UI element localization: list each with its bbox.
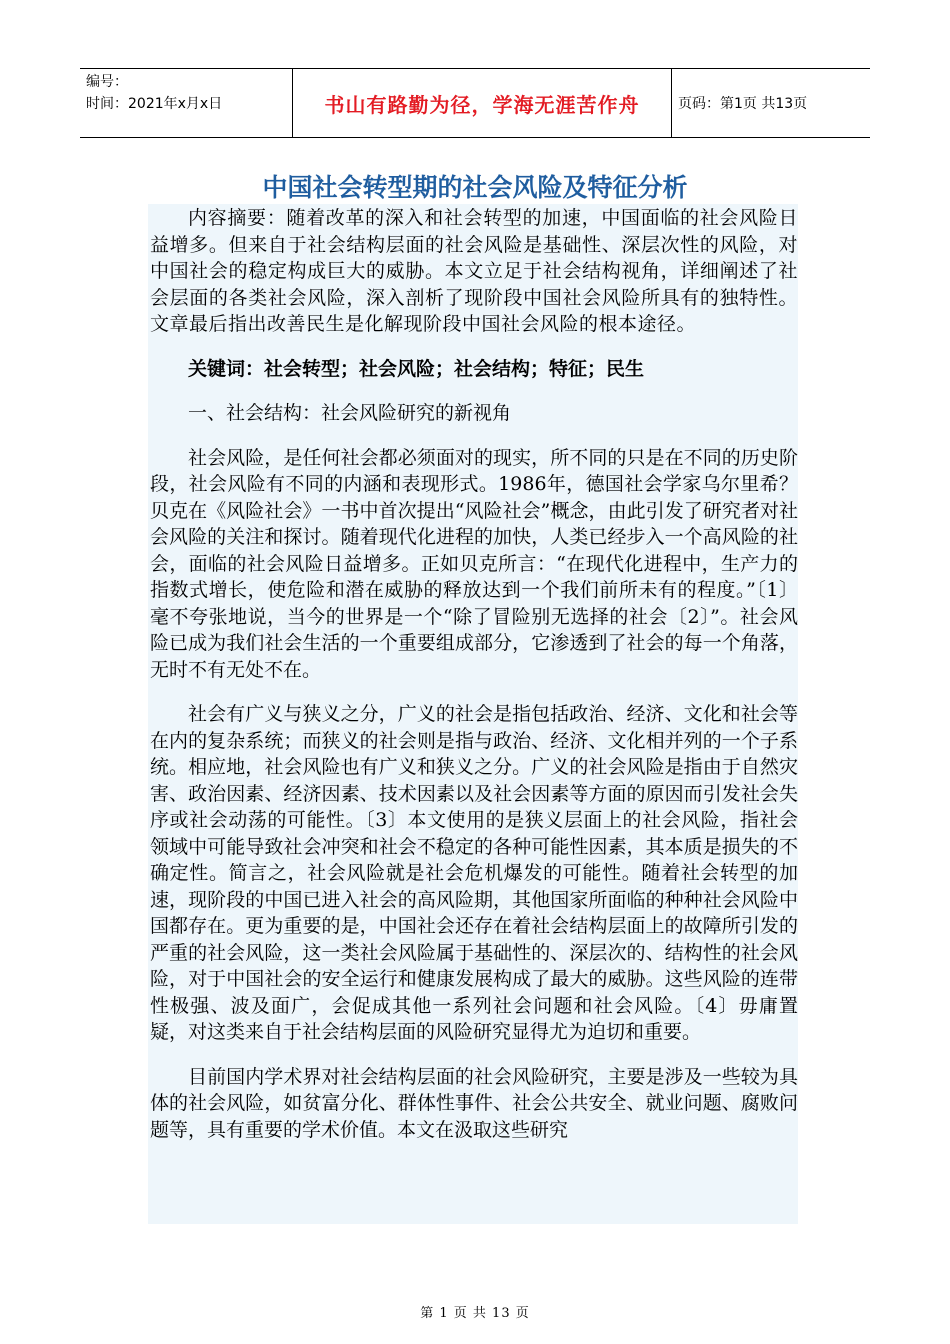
paragraph-1: 社会风险，是任何社会都必须面对的现实，所不同的只是在不同的历史阶段，社会风险有不同的内涵和表现形式。1986年，德国社会学家乌尔里希？贝克在《风险社会》一书中首次提出“风险社会”概念，由此引发了研究者对社会风险的关注和探讨。随着现代化进程的加快，人类已经步入一个高风险的社会，面临的社会风险日益增多。正如贝克所言：“在现代化进程中，生产力的指数式增长，使危险和潜在威胁的释放达到一个我们前所未有的程度。”〔1〕毫不夸张地说，当今的世界是一个“除了冒险别无选择的社会〔2〕”。社会风险已成为我们社会生活的一个重要组成部分，它渗透到了社会的每一个角落，无时不有无处不在。 xyxy=(150,446,798,681)
abstract: 内容摘要：随着改革的深入和社会转型的加速，中国面临的社会风险日益增多。但来自于社会结构层面的社会风险是基础性、深层次性的风险，对中国社会的稳定构成巨大的威胁。本文立足于社会结构视角，详细阐述了社会层面的各类社会风险，深入剖析了现阶段中国社会风险所具有的独特性。文章最后指出改善民生是化解现阶段中国社会风险的根本途径。 xyxy=(150,207,798,335)
document-title: 中国社会转型期的社会风险及特征分析 xyxy=(262,173,688,202)
page-footer: 第 1 页 共 13 页 xyxy=(420,1306,530,1321)
keywords: 关键词：社会转型；社会风险；社会结构；特征；民生 xyxy=(188,357,645,380)
header-meta xyxy=(80,69,293,137)
paragraph-2: 社会有广义与狭义之分，广义的社会是指包括政治、经济、文化和社会等在内的复杂系统；而狭义的社会则是指与政治、经济、文化相并列的一个子系统。相应地，社会风险也有广义和狭义之分。广义的社会风险是指由于自然灾害、政治因素、经济因素、技术因素以及社会因素等方面的原因而引发社会失序或社会动荡的可能性。〔3〕本文使用的是狭义层面上的社会风险，指社会领域中可能导致社会冲突和社会不稳定的各种可能性因素，其本质是损失的不确定性。简言之，社会风险就是社会危机爆发的可能性。随着社会转型的加速，现阶段的中国已进入社会的高风险期，其他国家所面临的种种社会风险中国都存在。更为重要的是，中国社会还存在着社会结构层面上的故障所引发的严重的社会风险，这一类社会风险属于基础性的、深层次的、结构性的社会风险，对于中国社会的安全运行和健康发展构成了最大的威胁。这些风险的连带性极强、波及面广，会促成其他一系列社会问题和社会风险。〔4〕毋庸置疑，对这类来自于社会结构层面的风险研究显得尤为迫切和重要。 xyxy=(150,703,798,1043)
header-motto: 书山有路勤为径，学海无涯苦作舟 xyxy=(293,69,672,137)
document-body xyxy=(150,205,798,1161)
date-label: 时间：2021年x月x日 xyxy=(86,96,223,112)
header-page-info: 页码：第1页 共13页 xyxy=(678,96,808,112)
paragraph-3: 目前国内学术界对社会结构层面的社会风险研究，主要是涉及一些较为具体的社会风险，如贫富分化、群体性事件、社会公共安全、就业问题、腐败问题等，具有重要的学术价值。本文在汲取这些研究 xyxy=(150,1065,798,1141)
number-label: 编号： xyxy=(86,74,128,90)
section-heading: 一、社会结构：社会风险研究的新视角 xyxy=(188,402,512,424)
header-table xyxy=(80,68,870,138)
